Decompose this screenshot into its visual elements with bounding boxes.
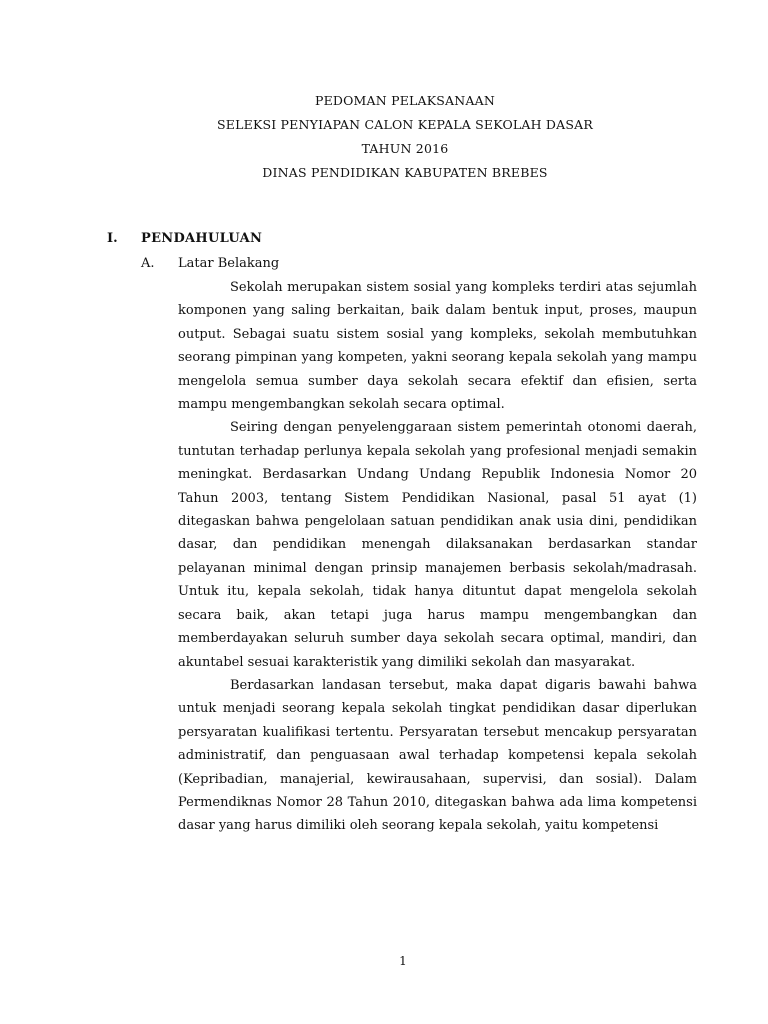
paragraph: Berdasarkan landasan tersebut, maka dapat digaris bawahi bahwa untuk menjadi seorang kepala sekolah tingkat pendidikan dasar diperlukan persyaratan kualifikasi tertentu. Persyaratan tersebut mencakup persyaratan administratif, dan penguasaan awal terhadap kompetensi kepala sekolah (Kepribadian, manajerial, kewirausahaan, supervisi, dan sosial). Dalam Permendiknas Nomor 28 Tahun 2010, ditegaskan bahwa ada lima kompetensi dasar yang harus dimiliki oleh seorang kepala sekolah, yaitu kompetensi xyxy=(178,677,697,834)
title-line: TAHUN 2016 xyxy=(361,141,449,156)
subsection-number: A. xyxy=(141,256,155,271)
title-line: PEDOMAN PELAKSANAAN xyxy=(314,93,496,108)
paragraph: Sekolah merupakan sistem sosial yang kompleks terdiri atas sejumlah komponen yang saling berkaitan, baik dalam bentuk input, proses, maupun output. Sebagai suatu sistem sosial yang kompleks, sekolah membutuhkan seorang pimpinan yang kompeten, yakni seorang kepala sekolah yang mampu mengelola semua sumber daya sekolah secara efektif dan efisien, serta mampu mengembangkan sekolah secara optimal. xyxy=(178,280,697,413)
title-line: SELEKSI PENYIAPAN CALON KEPALA SEKOLAH DASAR xyxy=(217,117,593,132)
page-number: 1 xyxy=(399,954,407,968)
body-text xyxy=(178,276,697,838)
document-title xyxy=(0,89,768,185)
subsection-heading: Latar Belakang xyxy=(178,256,280,271)
paragraph: Seiring dengan penyelenggaraan sistem pemerintah otonomi daerah, tuntutan terhadap perlunya kepala sekolah yang profesional menjadi semakin meningkat. Berdasarkan Undang Undang Republik Indonesia Nomor 20 Tahun 2003, tentang Sistem Pendidikan Nasional, pasal 51 ayat (1) ditegaskan bahwa pengelolaan satuan pendidikan anak usia dini, pendidikan dasar, dan pendidikan menengah dilaksanakan berdasarkan standar pelayanan minimal dengan prinsip manajemen berbasis sekolah/madrasah. Untuk itu, kepala sekolah, tidak hanya dituntut dapat mengelola sekolah secara baik, akan tetapi juga harus mampu mengembangkan dan memberdayakan seluruh sumber daya sekolah secara optimal, mandiri, dan akuntabel sesuai karakteristik yang dimiliki sekolah dan masyarakat. xyxy=(178,420,697,670)
section-heading: PENDAHULUAN xyxy=(141,231,263,246)
title-line: DINAS PENDIDIKAN KABUPATEN BREBES xyxy=(262,165,548,180)
section-number: I. xyxy=(107,231,118,246)
